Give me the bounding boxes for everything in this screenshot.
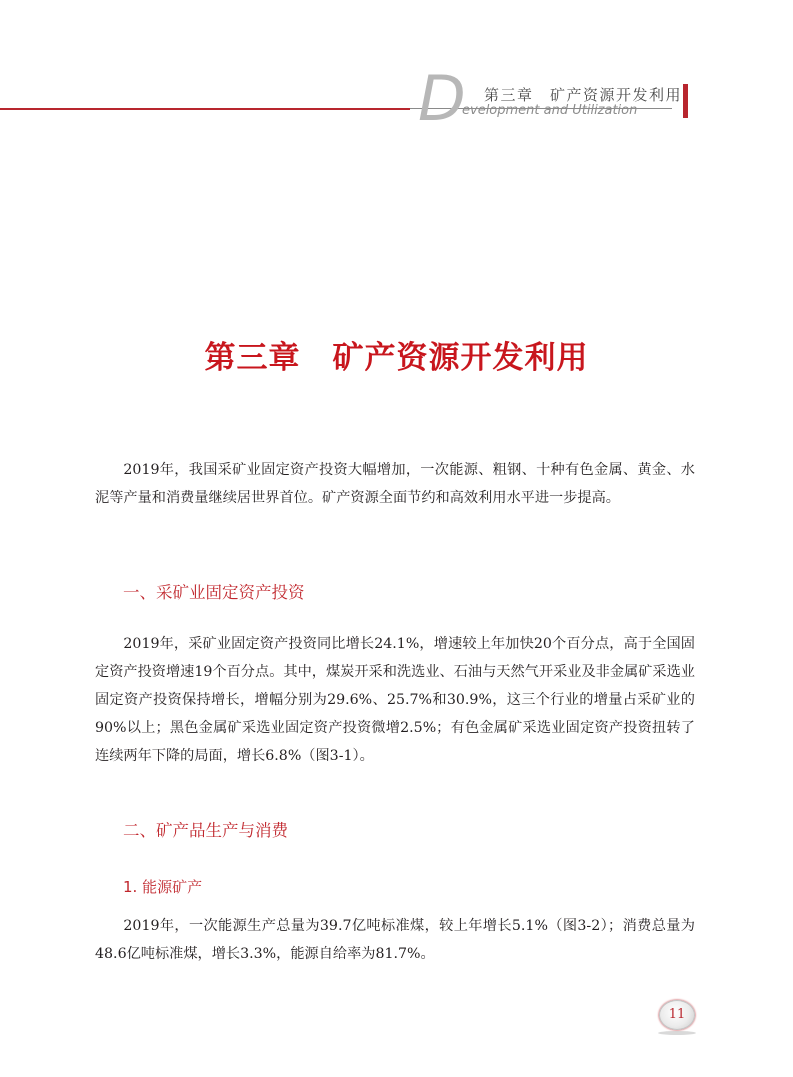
energy-paragraph: 2019年，一次能源生产总量为39.7亿吨标准煤，较上年增长5.1%（图3-2）；消费总量为48.6亿吨标准煤，增长3.3%，能源自给率为81.7%。: [95, 918, 695, 962]
chapter-title: 第三章 矿产资源开发利用: [204, 340, 589, 376]
header-accent-bar: [683, 84, 688, 118]
page-number-shadow: [658, 1031, 696, 1035]
subsection-heading-energy: 1. 能源矿产: [123, 878, 203, 896]
page-number-badge: 11: [659, 1000, 695, 1030]
section-heading-production: 二、矿产品生产与消费: [123, 821, 288, 840]
intro-paragraph: 2019年，我国采矿业固定资产投资大幅增加，一次能源、粗钢、十种有色金属、黄金、水泥等产量和消费量继续居世界首位。矿产资源全面节约和高效利用水平进一步提高。: [95, 462, 695, 506]
header-rule-red: [0, 108, 410, 110]
running-header-chapter: 第三章 矿产资源开发利用: [484, 86, 683, 104]
running-header-subtitle: evelopment and Utilization: [462, 103, 638, 118]
section-heading-investment: 一、采矿业固定资产投资: [123, 583, 305, 602]
investment-paragraph: 2019年，采矿业固定资产投资同比增长24.1%，增速较上年加快20个百分点，高于全国固定资产投资增速19个百分点。其中，煤炭开采和洗选业、石油与天然气开采业及非金属矿采选业固定资产投资保持增长，增幅分别为29.6%、25.7%和30.9%，这三个行业的增量占采矿业的90%以上；黑色金属矿采选业固定资产投资微增2.5%；有色金属矿采选业固定资产投资扭转了连续两年下降的局面，增长6.8%（图3-1）。: [95, 636, 695, 764]
header-initial-letter: D: [418, 62, 466, 135]
